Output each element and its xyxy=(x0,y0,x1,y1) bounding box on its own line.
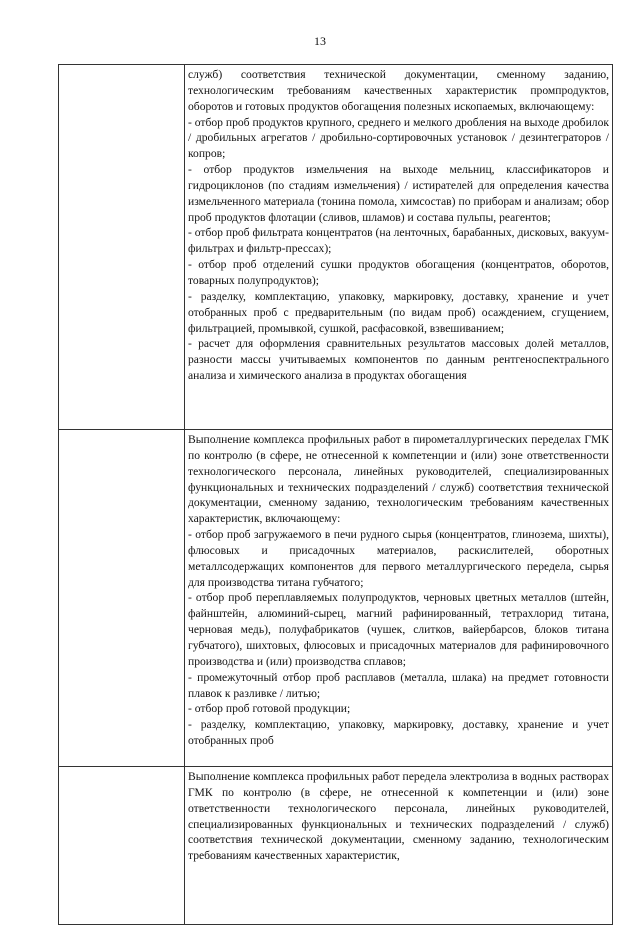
cell-content xyxy=(188,432,609,749)
paragraph: - отбор продуктов измельчения на выходе мельниц, классификаторов и гидроциклонов (по стадиям измельчения) / истирателей для определения качества измельченного материала (тонина помола, химсостав) по приборам и анализам; обор проб продуктов флотации (сливов, шламов) и состава пульпы, реагентов; xyxy=(188,163,609,224)
paragraph: - отбор проб отделений сушки продуктов обогащения (концентратов, оборотов, товарных полупродуктов); xyxy=(188,258,609,287)
paragraph: Выполнение комплекса профильных работ передела электролиза в водных растворах ГМК по контролю (в сфере, не отнесенной к компетенции и (или) зоне ответственности технологического персонала, линейных руководителей, специализированных функциональных и технических подразделений / служб) соответствия технической документации, сменному заданию, технологическим требованиям качественных характеристик, xyxy=(188,770,609,863)
left-cell xyxy=(59,65,185,430)
left-cell xyxy=(59,430,185,767)
paragraph: - расчет для оформления сравнительных результатов массовых долей металлов, разности массы учитываемых компонентов по данным рентгеноспектрального анализа и химического анализа в продуктах обогащения xyxy=(188,337,609,383)
paragraph: - разделку, комплектацию, упаковку, маркировку, доставку, хранение и учет отобранных проб с предварительным (по видам проб) осаждением, сгущением, фильтрацией, промывкой, сушкой, расфасовкой, взвешиванием; xyxy=(188,289,609,335)
paragraph: - промежуточный отбор проб расплавов (металла, шлака) на предмет готовности плавок к разливке / литью; xyxy=(188,670,609,700)
paragraph: служб) соответствия технической документации, сменному заданию, технологическим требованиям качественных характеристик промпродуктов, оборотов и готовых продуктов обогащения полезных ископаемых, включающему: xyxy=(188,68,609,113)
paragraph: Выполнение комплекса профильных работ в пирометаллургических переделах ГМК по контролю (в сфере, не отнесенной к компетенции и (или) зоне ответственности технологического персонала, линейных руководителей, специализированных функциональных и технических подразделений / служб) соответствия технической документации, сменному заданию, технологическим требованиям качественных характеристик, включающему: xyxy=(188,433,609,526)
paragraph: - отбор проб фильтрата концентратов (на ленточных, барабанных, дисковых, вакуум-фильтрах и фильтр-прессах); xyxy=(188,226,609,256)
paragraph: - отбор проб загружаемого в печи рудного сырья (концентратов, глинозема, шихты), флюсовых и присадочных материалов, раскислителей, оборотных металлсодержащих компонентов для первого металлургического передела, сырья для производства титана губчатого; xyxy=(188,528,609,589)
document-table xyxy=(58,64,613,925)
page-number: 13 xyxy=(314,34,326,48)
paragraph: - разделку, комплектацию, упаковку, маркировку, доставку, хранение и учет отобранных проб xyxy=(188,718,609,748)
paragraph: - отбор проб готовой продукции; xyxy=(188,702,351,716)
paragraph: - отбор проб переплавляемых полупродуктов, черновых цветных металлов (штейн, файнштейн, алюминий-сырец, магний рафинированный, тетрахлорид титана, черновая медь), полуфабрикатов (чушек, слитков, вайербарсов, блоков титана губчатого), шихтовых, флюсовых и присадочных материалов для рафинировочного производства и (или) производства сплавов; xyxy=(188,591,609,668)
right-cell xyxy=(185,767,613,925)
table-row xyxy=(59,430,613,767)
right-cell xyxy=(185,430,613,767)
left-cell xyxy=(59,767,185,925)
right-cell xyxy=(185,65,613,430)
table-row xyxy=(59,65,613,430)
cell-content xyxy=(188,769,609,864)
table-row xyxy=(59,767,613,925)
paragraph: - отбор проб продуктов крупного, среднего и мелкого дробления на выходе дробилок / дробильных агрегатов / дробильно-сортировочных установок / дезинтеграторов / копров; xyxy=(188,115,609,161)
cell-content xyxy=(188,67,609,384)
